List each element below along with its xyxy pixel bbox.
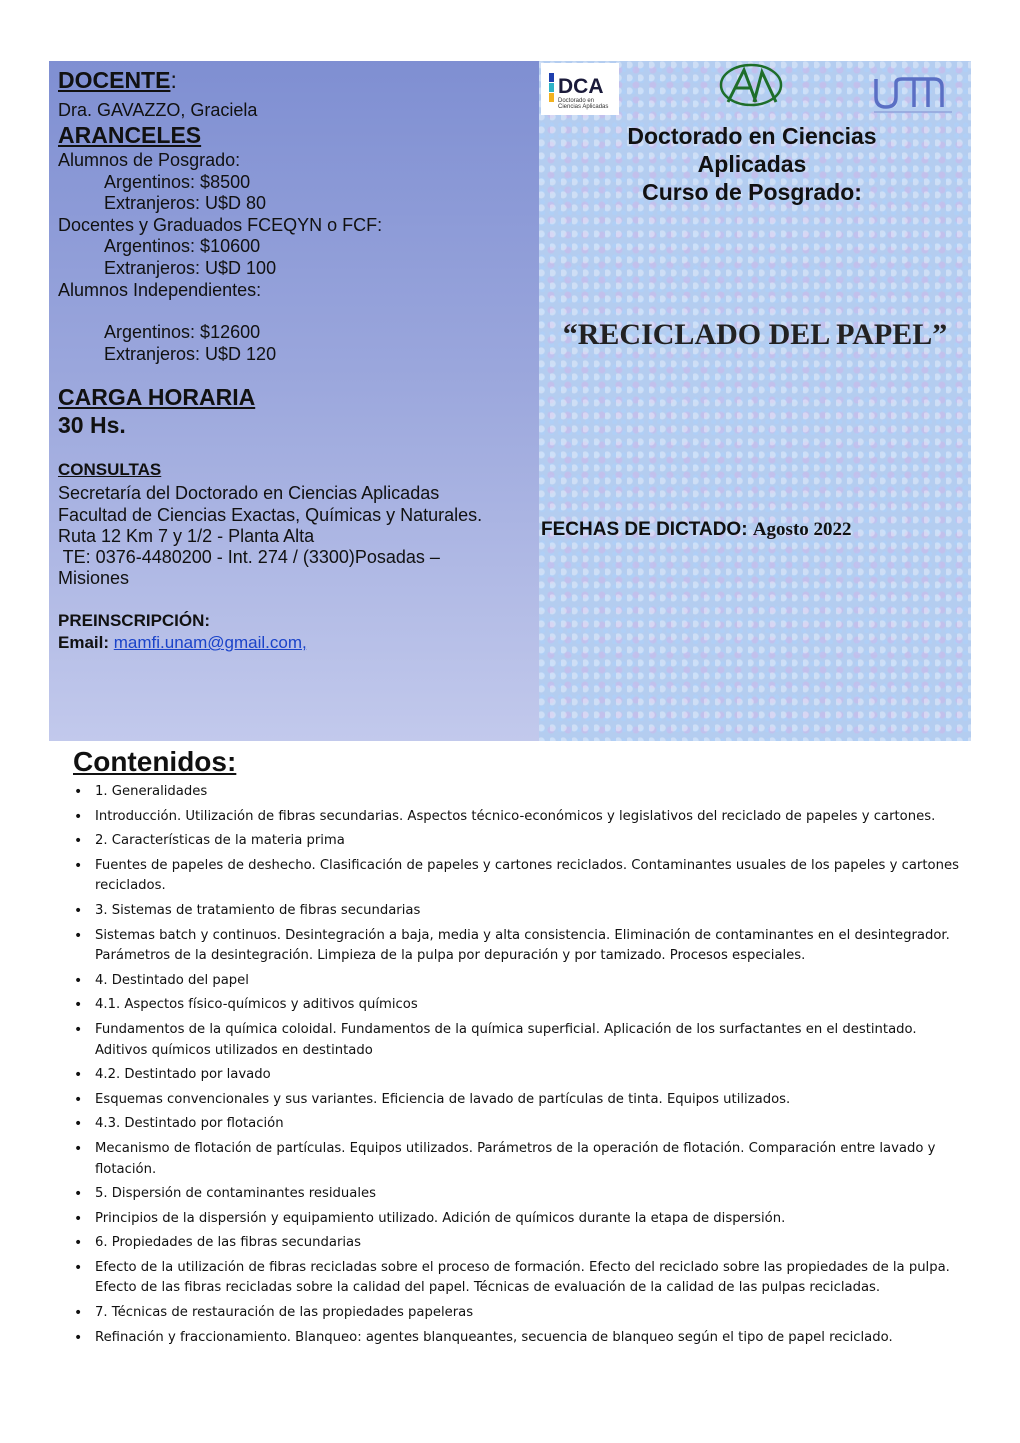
- aranceles-line: Docentes y Graduados FCEQYN o FCF:: [58, 215, 383, 235]
- aranceles-line: Argentinos: $8500: [104, 172, 251, 192]
- course-heading-line: Aplicadas: [697, 151, 807, 177]
- list-item: • 5. Dispersión de contaminantes residuales: [73, 1184, 973, 1205]
- consultas-line: Secretaría del Doctorado en Ciencias Aplicadas: [58, 483, 440, 503]
- list-item: • Refinación y fraccionamiento. Blanqueo: agentes blanqueantes, secuencia de blanqueo según el tipo de papel reciclado.: [73, 1328, 973, 1349]
- consultas-line: Facultad de Ciencias Exactas, Químicas y Naturales.: [58, 505, 483, 525]
- apn-logo-icon: [718, 62, 784, 108]
- docente-heading-row: [58, 67, 177, 94]
- consultas-line: Misiones: [58, 568, 130, 588]
- dca-bar-icon: [549, 73, 554, 82]
- course-heading-line: Doctorado en Ciencias: [627, 123, 877, 149]
- email-label: Email:: [58, 633, 110, 652]
- aranceles-line: Extranjeros: U$D 120: [104, 344, 277, 364]
- aranceles-line: Alumnos de Posgrado:: [58, 150, 241, 170]
- unam-logo-icon: [872, 73, 954, 115]
- email-row: [58, 633, 307, 653]
- dca-logo: [541, 63, 619, 115]
- consultas-line: TE: 0376-4480200 - Int. 274 / (3300)Posadas –: [58, 547, 440, 567]
- preinscripcion-heading: PREINSCRIPCIÓN:: [58, 611, 211, 630]
- list-item: • Fundamentos de la química coloidal. Fundamentos de la química superficial. Aplicación de los surfactantes en el destintado. Aditivos químicos utilizados en destintado: [73, 1020, 973, 1061]
- list-item: • Introducción. Utilización de fibras secundarias. Aspectos técnico-económicos y legislativos del reciclado de papeles y cartones.: [73, 807, 973, 828]
- course-title: “RECICLADO DEL PAPEL”: [562, 318, 948, 351]
- list-item: • Efecto de la utilización de fibras recicladas sobre el proceso de formación. Efecto del reciclado sobre las propiedades de la pulpa. Efecto de las fibras recicladas sobre la calidad del papel. Técnicas de evaluación de la calidad de las pulpas recicladas.: [73, 1258, 973, 1299]
- email-link[interactable]: mamfi.unam@gmail.com,: [113, 633, 307, 652]
- list-item: • 4.3. Destintado por flotación: [73, 1114, 973, 1135]
- dates-value: Agosto 2022: [752, 519, 852, 540]
- contents-title: Contenidos:: [73, 746, 237, 777]
- carga-horaria-value: 30 Hs.: [58, 412, 126, 438]
- dca-bar-icon: [549, 93, 554, 102]
- contents-list: [73, 782, 973, 1352]
- list-item: • 1. Generalidades: [73, 782, 973, 803]
- list-item: • Fuentes de papeles de deshecho. Clasificación de papeles y cartones reciclados. Contaminantes usuales de los papeles y cartones reciclados.: [73, 856, 973, 897]
- aranceles-heading: ARANCELES: [58, 122, 202, 148]
- dates-label: FECHAS DE DICTADO:: [541, 519, 748, 540]
- list-item: • 2. Características de la materia prima: [73, 831, 973, 852]
- consultas-heading: CONSULTAS: [58, 460, 162, 479]
- dates-row: [541, 519, 852, 541]
- dca-bar-icon: [549, 83, 554, 92]
- list-item: • 3. Sistemas de tratamiento de fibras secundarias: [73, 901, 973, 922]
- list-item: • Esquemas convencionales y sus variantes. Eficiencia de lavado de partículas de tinta. Equipos utilizados.: [73, 1090, 973, 1111]
- list-item: • 4.2. Destintado por lavado: [73, 1065, 973, 1086]
- aranceles-line: Argentinos: $12600: [104, 322, 261, 342]
- list-item: • 4.1. Aspectos físico-químicos y aditivos químicos: [73, 995, 973, 1016]
- aranceles-line: Argentinos: $10600: [104, 236, 261, 256]
- list-item: • Mecanismo de flotación de partículas. Equipos utilizados. Parámetros de la operación de flotación. Comparación entre lavado y flotación.: [73, 1139, 973, 1180]
- dca-logo-subtitle: Doctorado en Ciencias Aplicadas: [558, 98, 609, 110]
- docente-heading: DOCENTE: [58, 67, 171, 93]
- list-item: • 6. Propiedades de las fibras secundarias: [73, 1233, 973, 1254]
- list-item: • 7. Técnicas de restauración de las propiedades papeleras: [73, 1303, 973, 1324]
- dca-logo-text: DCA: [558, 75, 604, 98]
- docente-colon: :: [170, 67, 177, 93]
- aranceles-line: Extranjeros: U$D 80: [104, 193, 267, 213]
- carga-horaria-heading: CARGA HORARIA: [58, 384, 256, 410]
- docente-name: Dra. GAVAZZO, Graciela: [58, 100, 258, 120]
- consultas-line: Ruta 12 Km 7 y 1/2 - Planta Alta: [58, 526, 315, 546]
- list-item: • Sistemas batch y continuos. Desintegración a baja, media y alta consistencia. Eliminación de contaminantes en el desintegrador. Parámetros de la desintegración. Limpieza de la pulpa por depuración y por tamizado. Procesos especiales.: [73, 926, 973, 967]
- aranceles-line: Alumnos Independientes:: [58, 280, 262, 300]
- course-heading-line: Curso de Posgrado:: [642, 179, 862, 205]
- list-item: • Principios de la dispersión y equipamiento utilizado. Adición de químicos durante la etapa de dispersión.: [73, 1209, 973, 1230]
- aranceles-line: Extranjeros: U$D 100: [104, 258, 277, 278]
- list-item: • 4. Destintado del papel: [73, 971, 973, 992]
